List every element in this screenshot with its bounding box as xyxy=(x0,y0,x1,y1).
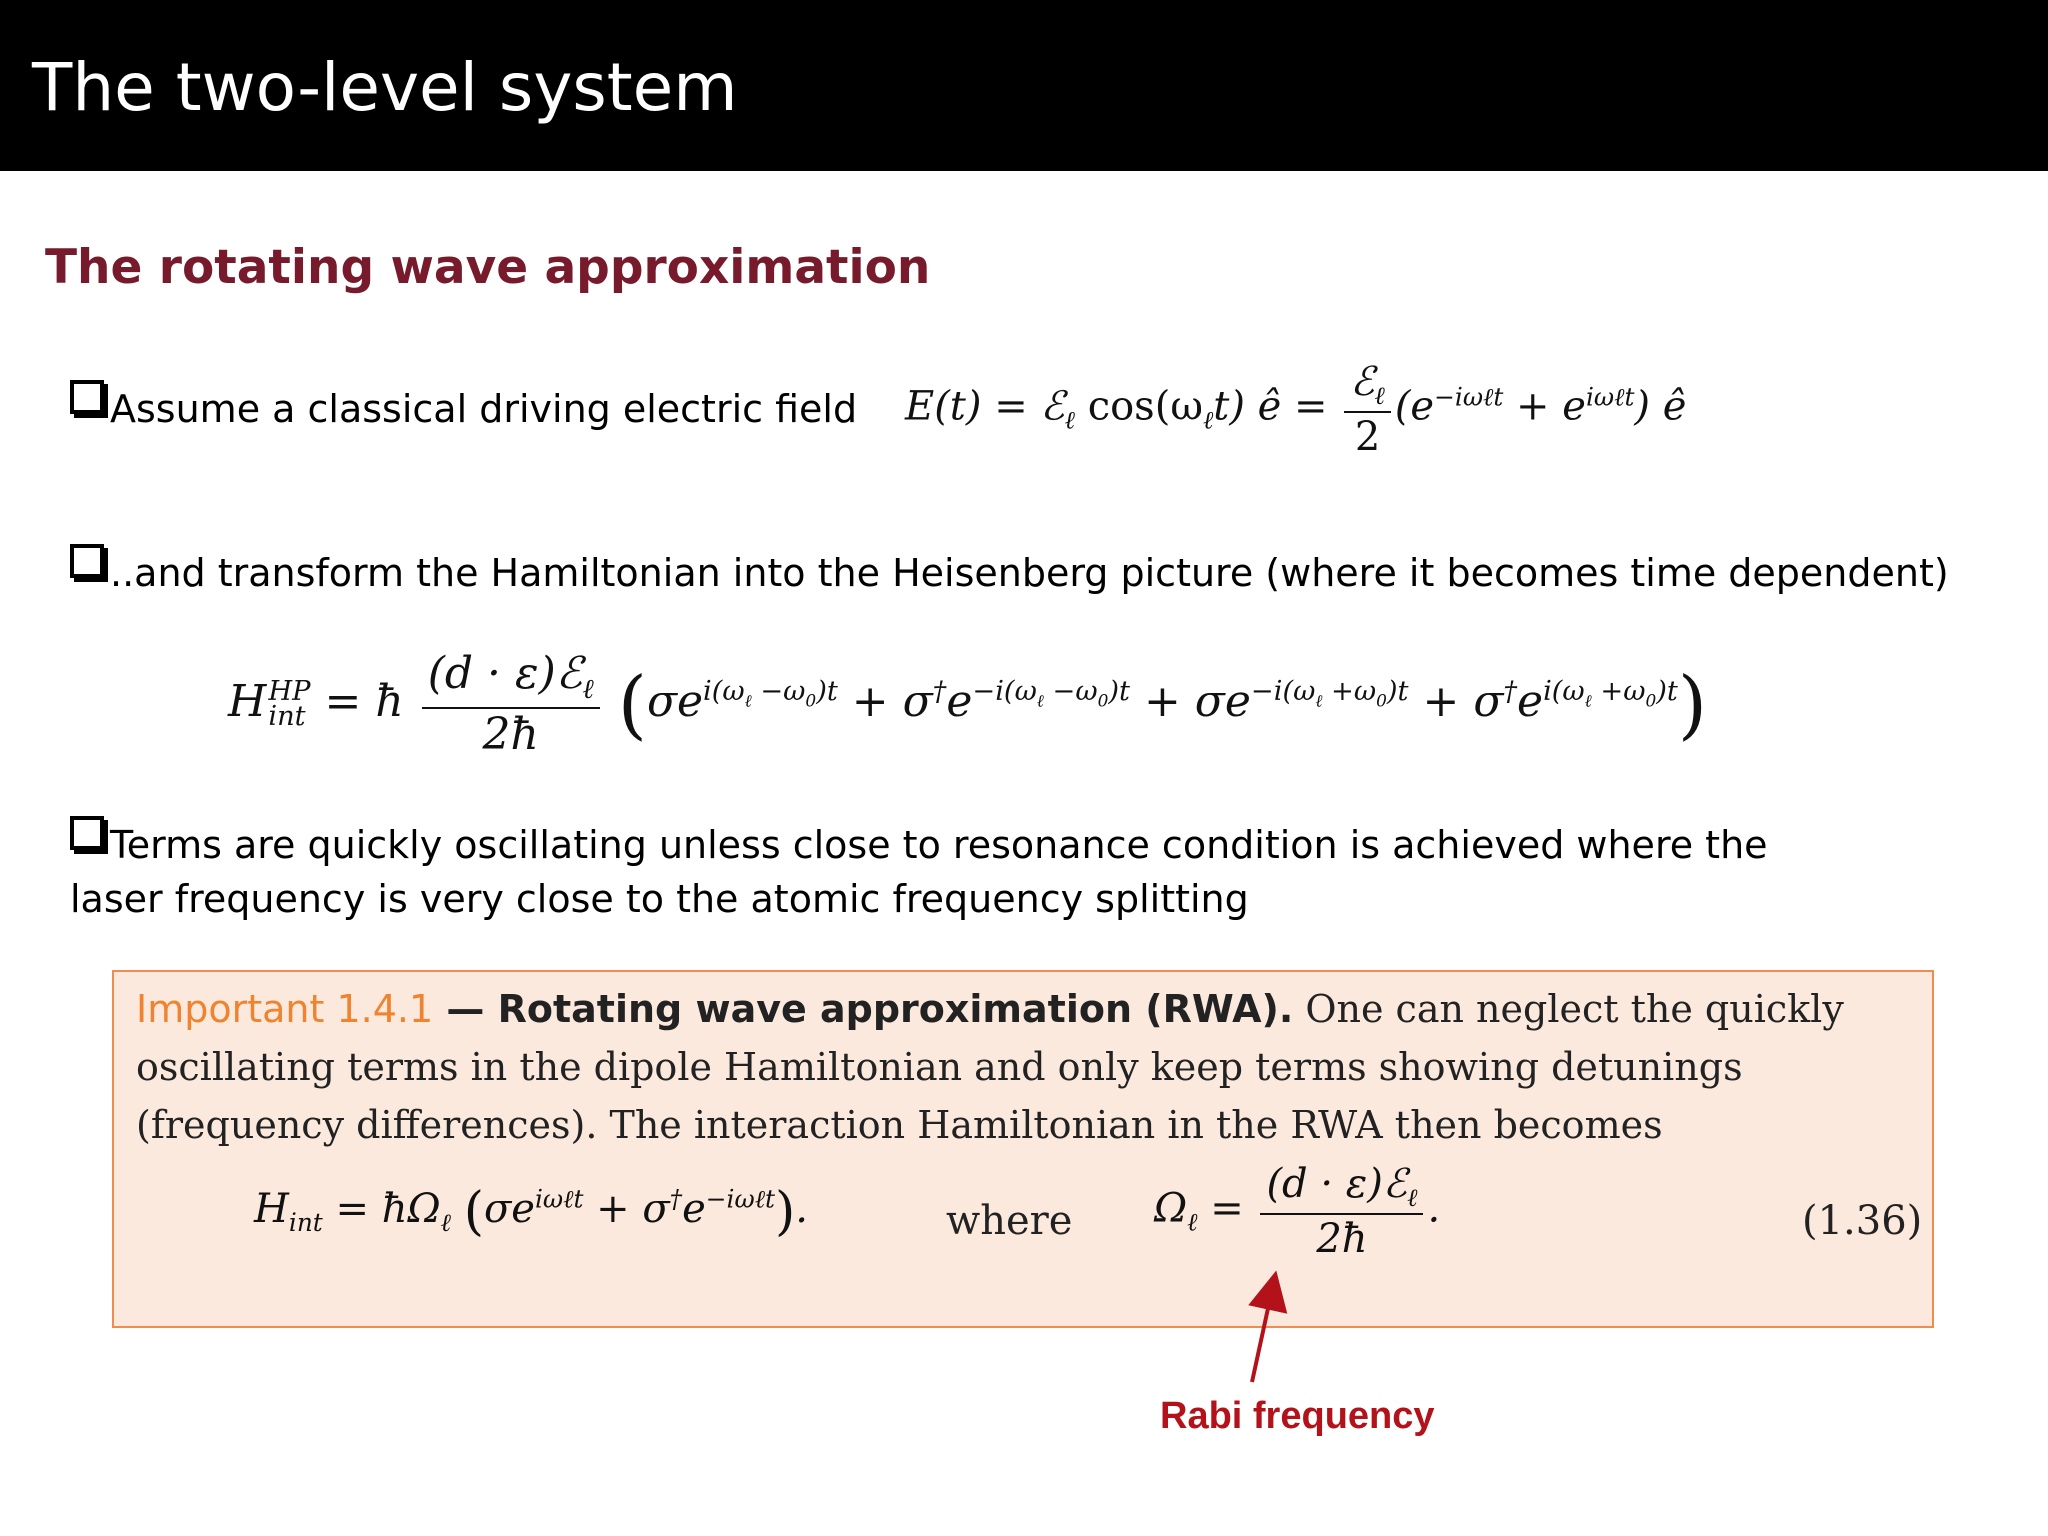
field-fraction: $\frac{ℰ_\ell}{2}$ xyxy=(1344,360,1391,459)
equation-number: (1.36) xyxy=(1802,1198,1923,1244)
field-equation: E(t) = ℰ$_\ell$ $\cos(\omega_\ell t)$ ê = $\frac{ℰ_\ell}{2}$ $(e^{-i\omega\ell t} + e^{i\omega\ell t})$ ê xyxy=(905,359,1687,461)
important-title: — Rotating wave approximation (RWA). xyxy=(433,987,1294,1031)
slide-subtitle: The rotating wave approximation xyxy=(45,240,931,295)
important-body: One can neglect the quickly oscillating terms in the dipole Hamiltonian and only keep terms showing detunings (frequency differences). The interaction Hamiltonian in the RWA then becomes xyxy=(136,987,1844,1147)
where-label: where xyxy=(946,1198,1073,1244)
rwa-hamiltonian-equation: $H_{int}$ = $ħ\Omega_\ell$ $(\sigma e^{i\omega\ell t} + \sigma^\dagger e^{-i\omega\ell t})$. xyxy=(254,1182,808,1242)
hamiltonian-hp-equation: H HP int = ħ $\frac{(d \cdot \varepsilon)ℰ_\ell}{2ħ}$ $(\sigma e^{i(\omega_\ell -\omega_0)t} + \sigma^\dagger e^{-i(\omega_\ell -\omega_0)t} + \sigma e^{-i(\omega_\ell +\omega_0)t} + \sigma^\dagger e^{i(\omega_\ell +\omega_0)t})$ xyxy=(228,648,1708,760)
slide-title: The two-level system xyxy=(32,49,738,126)
important-label: Important 1.4.1 xyxy=(136,987,434,1031)
bullet-2-text: ..and transform the Hamiltonian into the Heisenberg picture (where it becomes time dependent) xyxy=(110,551,1949,595)
rabi-frequency-equation: $\Omega_\ell$ = $\frac{(d \cdot \varepsilon)ℰ_\ell}{2ħ}$ . xyxy=(1154,1161,1441,1263)
bullet-1-text: Assume a classical driving electric field xyxy=(110,387,858,431)
hamiltonian-fraction: $\frac{(d \cdot \varepsilon)ℰ_\ell}{2ħ}$ xyxy=(422,650,600,759)
bullet-3-text: Terms are quickly oscillating unless close to resonance condition is achieved where the laser frequency is very close to the atomic frequency splitting xyxy=(70,823,1768,921)
rabi-frequency-label: Rabi frequency xyxy=(1160,1395,1435,1437)
rabi-fraction: $\frac{(d \cdot \varepsilon)ℰ_\ell}{2ħ}$ xyxy=(1260,1162,1423,1261)
